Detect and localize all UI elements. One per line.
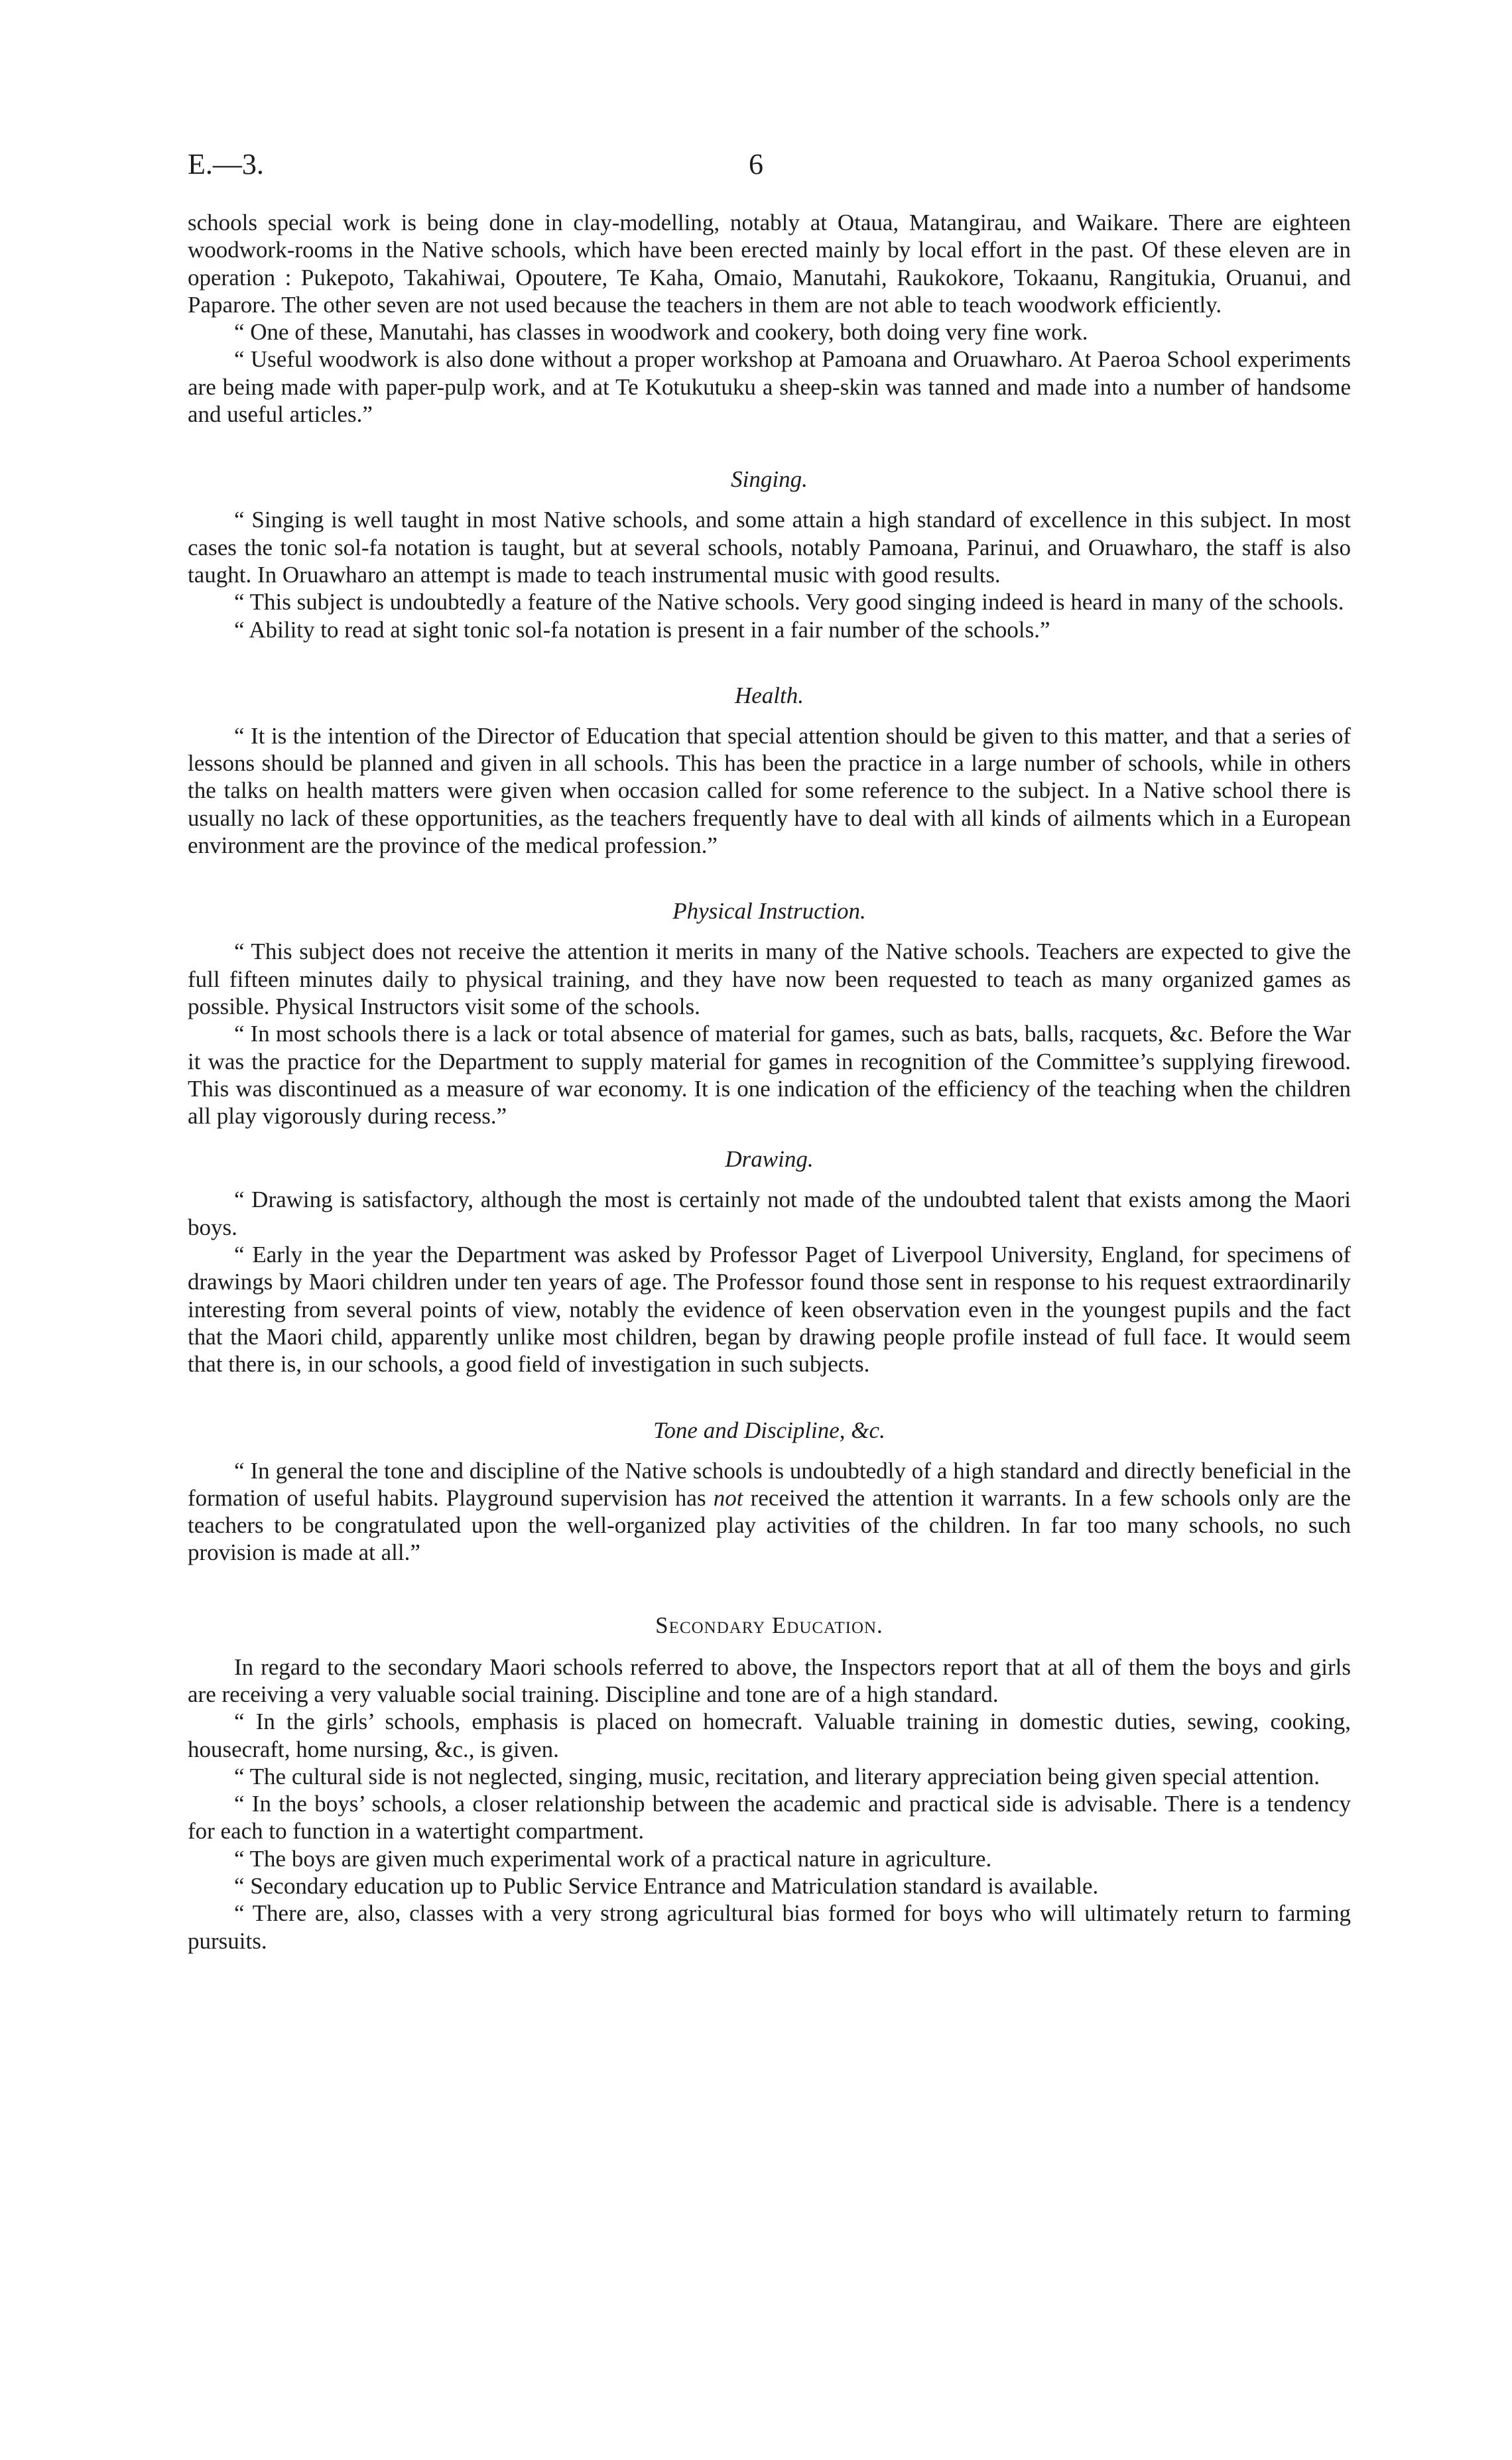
page-number: 6 [749,148,763,180]
paragraph: In regard to the secondary Maori schools referred to above, the Inspectors report that at all of them the boys and girls are receiving a very valuable social training. Discipline and tone are of a high standard. [188,1653,1351,1707]
paragraph: “ There are, also, classes with a very strong agricultural bias formed for boys who will ultimately return to farming pursuits. [188,1900,1351,1954]
paragraph: “ In most schools there is a lack or total absence of material for games, such as bats, balls, racquets, &c. Before the War it was the practice for the Department to supply material for games in recognition of the Committee’s supplying firewood. This was discontinued as a measure of war economy. It is one indication of the efficiency of the teaching when the children all play vigorously during recess.” [188,1021,1351,1130]
paragraph: “ The cultural side is not neglected, singing, music, recitation, and literary appreciation being given special attention. [234,1763,1320,1789]
paragraph: “ Useful woodwork is also done without a proper workshop at Pamoana and Oruawharo. At Paeroa School experiments are being made with paper-pulp work, and at Te Kotukutuku a sheep-skin was tanned and made into a number of handsome and useful articles.” [188,346,1351,428]
section-heading-drawing: Drawing. [725,1146,814,1173]
paragraph: “ This subject is undoubtedly a feature of the Native schools. Very good singing indeed is heard in many of the schools. [234,589,1344,615]
section-heading-tone-and-discipline: Tone and Discipline, &c. [653,1417,885,1443]
paragraph: “ Early in the year the Department was asked by Professor Paget of Liverpool University, England, for specimens of drawings by Maori children under ten years of age. The Professor found those sent in response to his request extraordinarily interesting from several points of view, notably the evidence of keen observation even in the youngest pupils and the fact that the Maori child, apparently unlike most children, began by drawing people profile instead of full face. It would seem that there is, in our schools, a good field of investigation in such subjects. [188,1242,1351,1378]
document-body [188,209,1351,1955]
paragraph: “ Secondary education up to Public Service Entrance and Matriculation standard is available. [234,1873,1099,1900]
paragraph [188,1457,1351,1567]
paragraph: “ In the boys’ schools, a closer relationship between the academic and practical side is advisable. There is a tendency for each to function in a watertight compartment. [188,1791,1351,1845]
section-heading-physical-instruction: Physical Instruction. [672,898,866,925]
paragraph: “ It is the intention of the Director of Education that special attention should be given to this matter, and that a series of lessons should be planned and given in all schools. This has been the practice in a large number of schools, while in others the talks on health matters were given when occasion called for some reference to the subject. In a Native school there is usually no lack of these opportunities, as the teachers frequently have to deal with all kinds of ailments which in a European environment are the province of the medical profession.” [188,722,1351,859]
section-heading-singing: Singing. [731,466,808,493]
paragraph-text: received the attention it warrants. In a few schools only are the teachers to be congratulated upon the well-organized play activities of the children. In far too many schools, no such provision is made at all.” [188,1484,1351,1566]
paragraph: “ In the girls’ schools, emphasis is placed on homecraft. Valuable training in domestic duties, sewing, cooking, housecraft, home nursing, &c., is given. [188,1709,1351,1762]
paragraph: schools special work is being done in clay-modelling, notably at Otaua, Matangirau, and Waikare. There are eighteen woodwork-rooms in the Native schools, which have been erected mainly by local effort in the past. Of these eleven are in operation : Pukepoto, Takahiwai, Opoutere, Te Kaha, Omaio, Manutahi, Raukokore, Tokaanu, Rangitukia, Oruanui, and Paparore. The other seven are not used because the teachers in them are not able to teach woodwork efficiently. [188,210,1351,318]
document-reference: E.—3. [188,148,264,180]
section-heading-secondary-education: Secondary Education. [655,1612,883,1638]
paragraph: “ Ability to read at sight tonic sol-fa notation is present in a fair number of the schools.” [234,616,1050,643]
paragraph: “ This subject does not receive the attention it merits in many of the Native schools. Teachers are expected to give the full fifteen minutes daily to physical training, and they have now been requested to teach as many organized games as possible. Physical Instructors visit some of the schools. [188,939,1351,1019]
section-heading-health: Health. [734,682,804,708]
paragraph: “ Drawing is satisfactory, although the most is certainly not made of the undoubted talent that exists among the Maori boys. [188,1187,1351,1240]
paragraph: “ Singing is well taught in most Native schools, and some attain a high standard of excellence in this subject. In most cases the tonic sol-fa notation is taught, but at several schools, notably Pamoana, Parinui, and Oruawharo, the staff is also taught. In Oruawharo an attempt is made to teach instrumental music with good results. [188,507,1351,588]
emphasis-text: not [713,1484,743,1511]
paragraph: “ One of these, Manutahi, has classes in woodwork and cookery, both doing very fine work. [234,319,1088,346]
paragraph-text: “ In general the tone and discipline of the Native schools is undoubtedly of a high standard and directly beneficial in the formation of useful habits. Playground supervision has [188,1457,1351,1511]
paragraph: “ The boys are given much experimental work of a practical nature in agriculture. [234,1845,992,1872]
